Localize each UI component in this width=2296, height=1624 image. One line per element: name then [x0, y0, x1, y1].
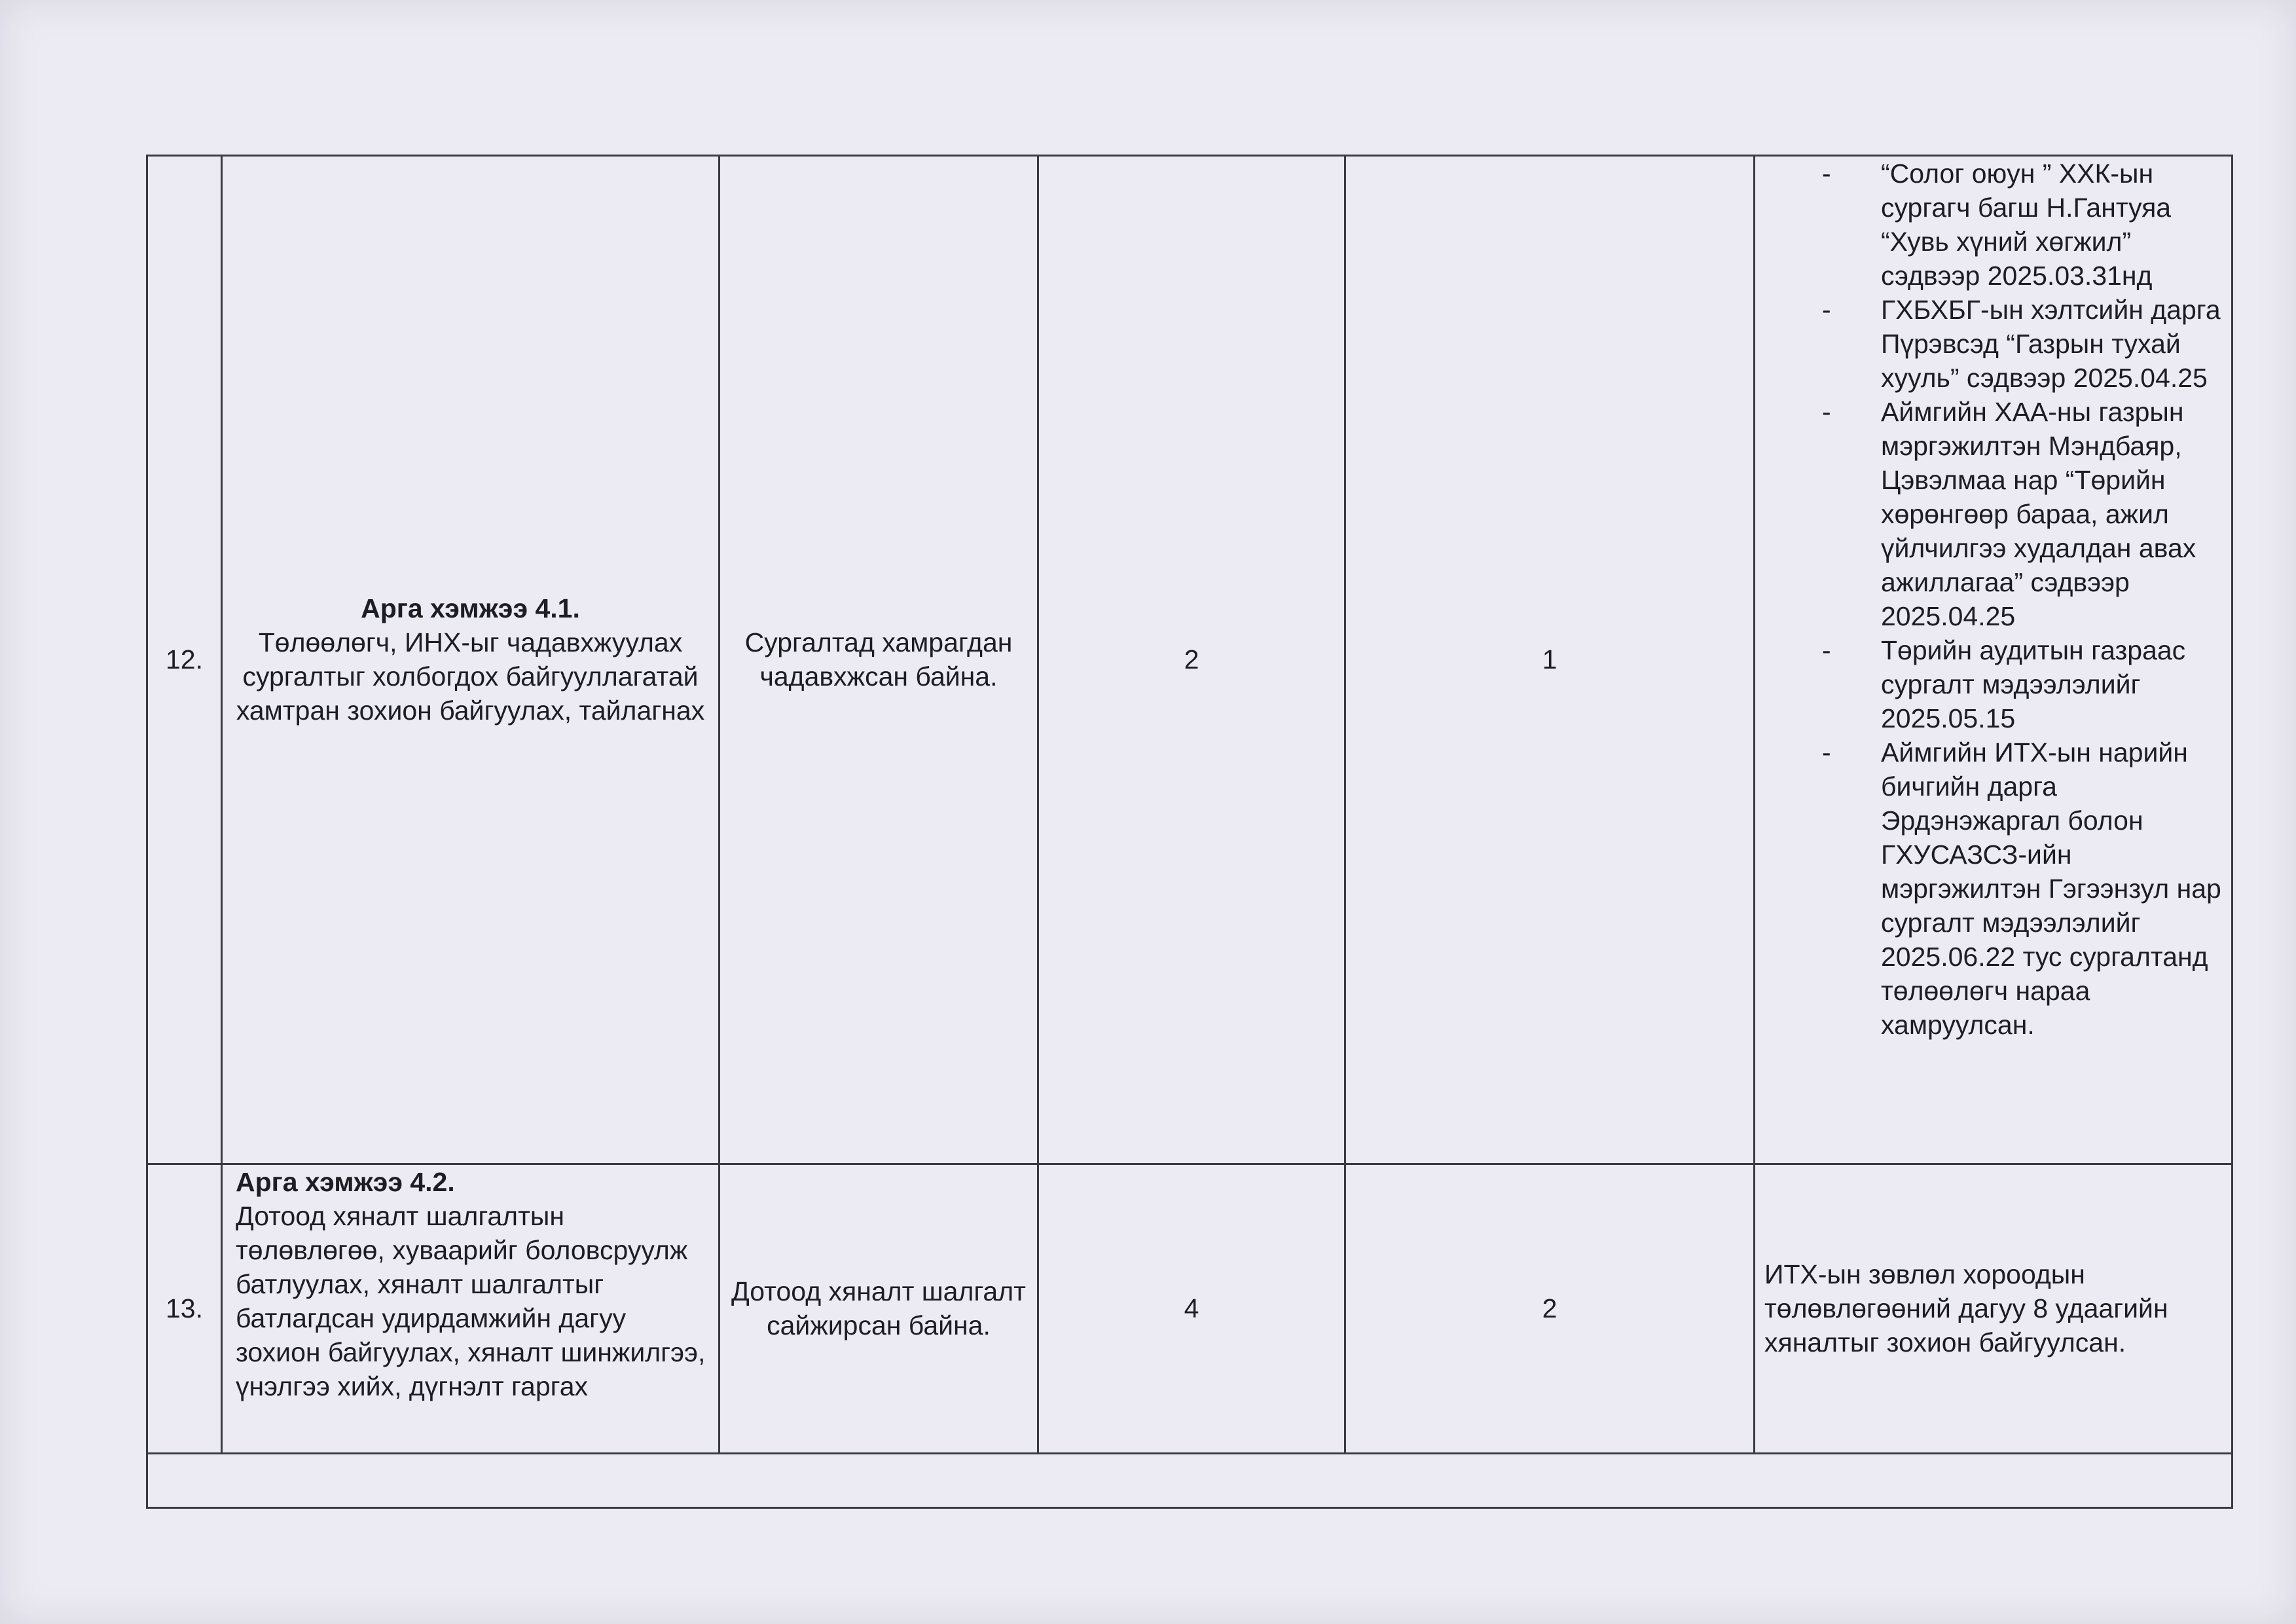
- empty-row: [147, 1453, 2232, 1507]
- row-number: 13.: [147, 1164, 222, 1453]
- note-text: Төрийн аудитын газраас сургалт мэдээлэлийг 2025.05.15: [1881, 635, 2186, 733]
- bullet-dash: -: [1822, 397, 1831, 427]
- notes-cell: ИТХ-ын зөвлөл хороодын төлөвлөгөөний дагуу 8 удаагийн хяналтыг зохион байгуулсан.: [1755, 1164, 2232, 1453]
- report-table: [146, 155, 2233, 1509]
- table-row: [147, 1164, 2232, 1453]
- notes-cell: [1755, 156, 2232, 1164]
- value-a-cell: 4: [1038, 1164, 1345, 1453]
- value-b-cell: 1: [1345, 156, 1755, 1164]
- note-text: ГХБХБГ-ын хэлтсийн дарга Пүрэвсэд “Газрын тухай хууль” сэдвээр 2025.04.25: [1881, 295, 2221, 393]
- note-text: Аймгийн ХАА-ны газрын мэргэжилтэн Мэндбаяр, Цэвэлмаа нар “Төрийн хөрөнгөөр бараа, ажил үйлчилгээ худалдан авах ажиллагаа” сэдвээр 2025.04.25: [1881, 397, 2196, 631]
- notes-list: [1764, 157, 2222, 1042]
- value-a-cell: 2: [1038, 156, 1345, 1164]
- result-cell: Сургалтад хамрагдан чадавхжсан байна.: [720, 156, 1038, 1164]
- list-item: [1764, 293, 2222, 395]
- list-item: [1764, 395, 2222, 633]
- result-cell: Дотоод хяналт шалгалт сайжирсан байна.: [720, 1164, 1038, 1453]
- list-item: [1764, 157, 2222, 293]
- note-text: “Солог оюун ” ХХК-ын сургагч багш Н.Гантуяа “Хувь хүний хөгжил” сэдвээр 2025.03.31нд: [1881, 158, 2172, 291]
- table-row: [147, 156, 2232, 1164]
- value-b-cell: 2: [1345, 1164, 1755, 1453]
- measure-title: Арга хэмжээ 4.1.: [361, 593, 580, 624]
- measure-text: Төлөөлөгч, ИНХ-ыг чадавхжуулах сургалтыг холбогдох байгууллагатай хамтран зохион байгуулах, тайлагнах: [236, 627, 705, 726]
- note-text: Аймгийн ИТХ-ын нарийн бичгийн дарга Эрдэнэжаргал болон ГХУСАЗСЗ-ийн мэргэжилтэн Гэгээнзул нар сургалт мэдээлэлийг 2025.06.22 тус сургалтанд төлөөлөгч нараа хамруулсан.: [1881, 737, 2221, 1040]
- list-item: [1764, 735, 2222, 1042]
- bullet-dash: -: [1822, 158, 1831, 189]
- measure-title: Арга хэмжээ 4.2.: [236, 1166, 455, 1197]
- measure-cell: [222, 156, 720, 1164]
- bullet-dash: -: [1822, 295, 1831, 325]
- measure-cell: [222, 1164, 720, 1453]
- list-item: [1764, 633, 2222, 735]
- bullet-dash: -: [1822, 737, 1831, 767]
- measure-text: Дотоод хяналт шалгалтын төлөвлөгөө, хуваарийг боловсруулж батлуулах, хяналт шалгалтыг батлагдсан удирдамжийн дагуу зохион байгуулах, хяналт шинжилгээ, үнэлгээ хийх, дүгнэлт гаргах: [236, 1200, 706, 1401]
- empty-cell: [147, 1453, 2232, 1507]
- bullet-dash: -: [1822, 635, 1831, 665]
- row-number: 12.: [147, 156, 222, 1164]
